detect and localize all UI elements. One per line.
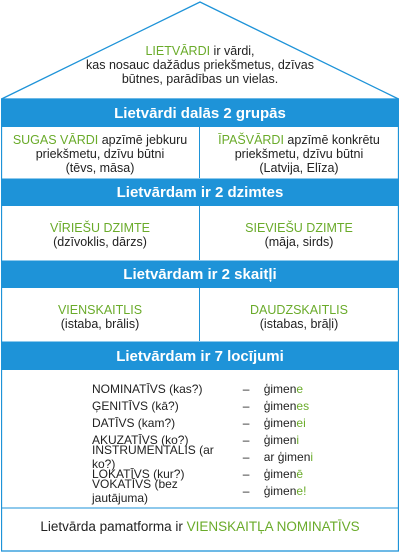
roof-definition [40, 44, 360, 86]
case-ending: es [296, 398, 310, 413]
case-row [92, 476, 332, 505]
case-form [264, 467, 332, 481]
case-stem: ģimen [263, 432, 297, 447]
case-stem: ģimen [263, 466, 297, 481]
base-form-text: Lietvārda pamatforma ir [40, 518, 187, 534]
case-ending: i [310, 449, 314, 464]
case-dash: – [242, 398, 250, 413]
case-name: DATĪVS (kam?) [92, 415, 176, 430]
case-dash: – [242, 415, 250, 430]
roof-highlight: LIETVĀRDI [145, 44, 211, 58]
genders-left-example: (dzīvoklis, dārzs) [53, 235, 147, 249]
numbers-right-term: DAUDZSKAITLIS [250, 303, 348, 317]
case-name: AKUZATĪVS (ko?) [92, 432, 189, 447]
case-stem: ģimen [263, 381, 297, 396]
case-prefix: ar [263, 449, 278, 464]
groups-right-rest: apzīmē konkrētu [283, 133, 380, 147]
roof-line1-rest: ir vārdi, [210, 44, 255, 58]
case-name: ĢENITĪVS (kā?) [92, 398, 179, 413]
case-ending: ei [296, 415, 306, 430]
case-dash: – [242, 449, 250, 464]
genders-left-term: VĪRIEŠU DZIMTE [49, 221, 150, 235]
case-dash: – [242, 466, 250, 481]
genders-right-term: SIEVIEŠU DZIMTE [245, 221, 353, 235]
case-form [264, 433, 332, 447]
case-form [264, 382, 332, 396]
genders-right-example: (māja, sirds) [264, 235, 334, 249]
groups-left-line2: priekšmetu, dzīvu būtni [35, 147, 165, 161]
case-dash: – [242, 483, 250, 498]
genders-header: Lietvārdam ir 2 dzimtes [1, 179, 399, 206]
case-stem: ģimen [263, 398, 297, 413]
case-dash: – [242, 432, 250, 447]
case-name: INSTRUMENTALIS (ar ko?) [92, 442, 214, 471]
case-ending: i [296, 432, 300, 447]
case-ending: ē [296, 466, 304, 481]
cases-header: Lietvārdam ir 7 locījumi [1, 342, 399, 370]
roof-line3: būtnes, parādības un vielas. [121, 72, 279, 86]
case-form [264, 484, 332, 498]
numbers-right-example: (istabas, brāļi) [259, 317, 339, 331]
groups-left-cell [1, 133, 199, 175]
base-form-note [1, 508, 399, 544]
case-ending: e! [296, 483, 307, 498]
case-dash: – [242, 381, 250, 396]
roof-line2: kas nosauc dažādus priekšmetus, dzīvas [86, 58, 314, 72]
groups-left-term: SUGAS VĀRDI [12, 133, 99, 147]
groups-right-line3: (Latvija, Elīza) [259, 161, 339, 175]
case-form [264, 399, 332, 413]
base-form-highlight: VIENSKAITĻA NOMINATĪVS [186, 518, 360, 534]
groups-left-rest: apzīmē jebkuru [98, 133, 188, 147]
genders-left-cell [1, 221, 199, 249]
numbers-right-cell [200, 303, 398, 331]
case-row [92, 397, 332, 414]
groups-right-term: ĪPAŠVĀRDI [218, 133, 284, 147]
numbers-left-cell [1, 303, 199, 331]
case-row [92, 442, 332, 471]
case-name: NOMINATĪVS (kas?) [92, 381, 203, 396]
genders-right-cell [200, 221, 398, 249]
case-ending: e [296, 381, 304, 396]
groups-left-line3: (tēvs, māsa) [65, 161, 135, 175]
numbers-left-example: (istaba, brālis) [60, 317, 140, 331]
cases-list [92, 380, 332, 505]
groups-header: Lietvārdi dalās 2 grupās [1, 99, 399, 127]
numbers-header: Lietvārdam ir 2 skaitļi [1, 261, 399, 288]
case-form [264, 450, 332, 464]
case-stem: ģimen [263, 483, 297, 498]
case-name: LOKATĪVS (kur?) [92, 466, 185, 481]
case-form [264, 416, 332, 430]
case-name: VOKATĪVS (bez jautājuma) [92, 476, 178, 505]
groups-right-line2: priekšmetu, dzīvu būtni [234, 147, 364, 161]
case-stem: ģimen [263, 415, 297, 430]
case-row [92, 414, 332, 431]
case-row [92, 380, 332, 397]
numbers-left-term: VIENSKAITLIS [57, 303, 143, 317]
case-stem: ģimen [277, 449, 311, 464]
groups-right-cell [200, 133, 398, 175]
